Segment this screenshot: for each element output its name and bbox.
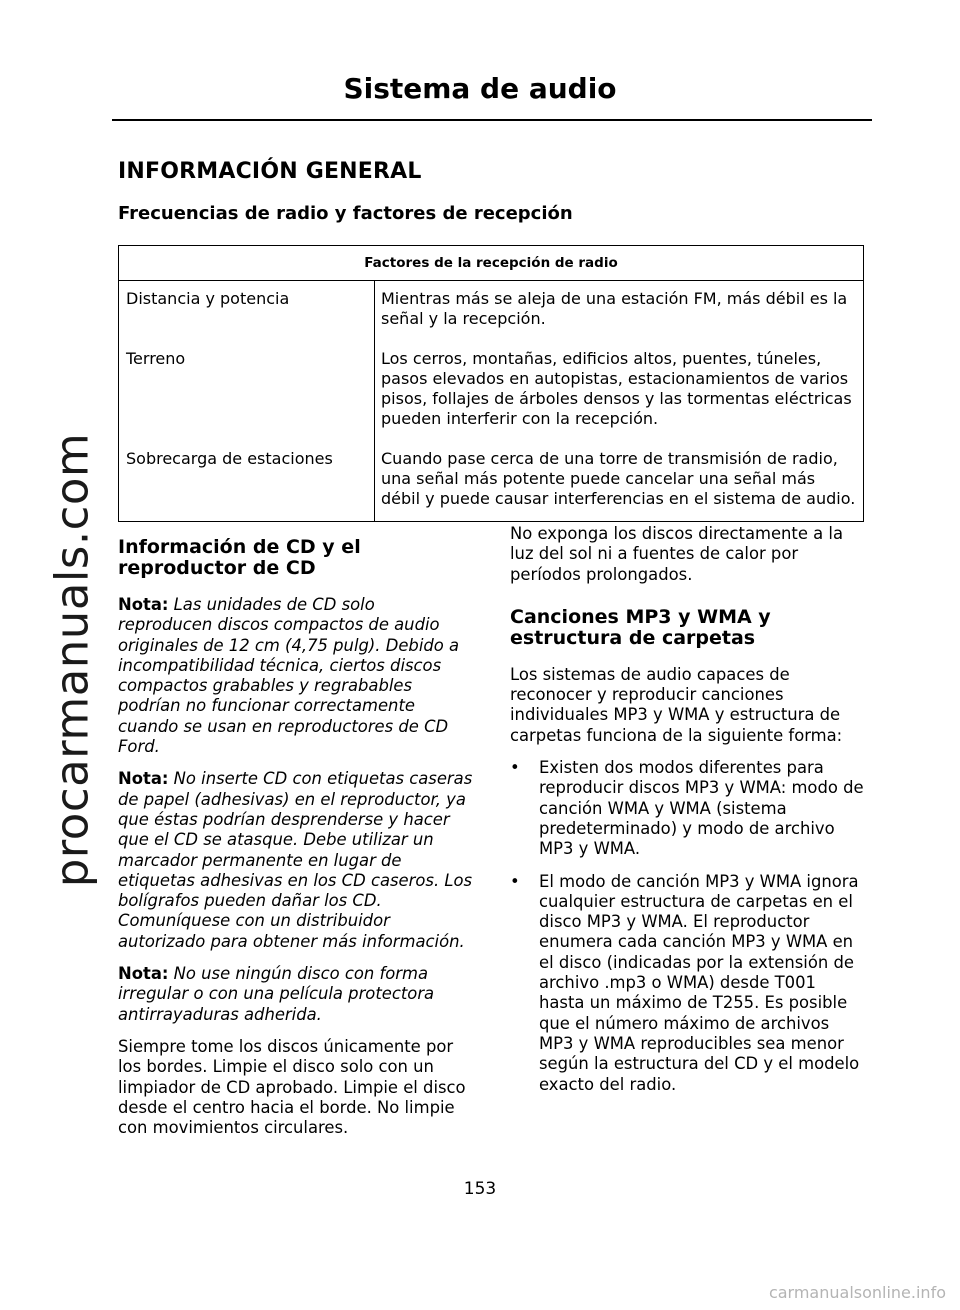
list-item-text: El modo de canción MP3 y WMA ignora cualquier estructura de carpetas en el disco MP3 y WMA. El reproductor enumera cada canción MP3 y WMA en el disco (indicadas por la extensión de archivo .mp3 o WMA) desde T001 hasta un máximo de T255. Es posible que el número máximo de archivos MP3 y WMA reproducibles sea menor según la estructura del CD y el modelo exacto del radio. [539, 871, 860, 1094]
note-text: Las unidades de CD solo reproducen discos compactos de audio originales de 12 cm (4,75 pulg). Debido a incompatibilidad técnica, ciertos discos compactos grabables y regrabables podrían no funcionar correctamente cuando se usan en reproductores de CD Ford. [118, 595, 460, 757]
list-item [510, 758, 866, 859]
subsection-title: Frecuencias de radio y factores de recepción [118, 203, 573, 224]
bullet-list [510, 758, 866, 1095]
note-paragraph [118, 595, 474, 757]
table-header-row [119, 246, 864, 281]
page-header-title: Sistema de audio [343, 72, 617, 105]
left-column [118, 537, 474, 1150]
table-row [119, 441, 864, 522]
body-paragraph: No exponga los discos directamente a la luz del sol ni a fuentes de calor por períodos prolongados. [510, 524, 844, 584]
note-label: Nota: [118, 595, 169, 614]
table-cell-description: Cuando pase cerca de una torre de transmisión de radio, una señal más potente puede cancelar una señal más débil y puede causar interferencias en el sistema de audio. [375, 441, 864, 522]
table-cell-description: Los cerros, montañas, edificios altos, puentes, túneles, pasos elevados en autopistas, estacionamientos de varios pisos, follajes de árboles densos y las tormentas eléctricas pueden interferir con la recepción. [375, 341, 864, 441]
page-number: 153 [463, 1179, 497, 1199]
watermark-text: procarmanuals.com [45, 432, 99, 888]
note-text: No inserte CD con etiquetas caseras de papel (adhesivas) en el reproductor, ya que éstas podrían desprenderse y hacer que el CD se atasque. Debe utilizar un marcador permanente en lugar de etiquetas adhesivas en los CD caseros. Los bolígrafos pueden dañar los CD. Comuníquese con un distribuidor autorizado para obtener más información. [118, 769, 473, 951]
list-item [510, 872, 866, 1095]
cd-info-heading: Información de CD y el reproductor de CD [118, 536, 361, 579]
reception-factors-table [118, 245, 864, 522]
note-label: Nota: [118, 964, 169, 984]
table-cell-factor: Distancia y potencia [119, 281, 375, 342]
table-cell-factor: Sobrecarga de estaciones [119, 441, 375, 522]
section-title: INFORMACIÓN GENERAL [118, 159, 422, 184]
body-paragraph: Siempre tome los discos únicamente por los bordes. Limpie el disco solo con un limpiador de CD aprobado. Limpie el disco desde el centro hacia el borde. No limpie con movimientos circulares. [118, 1036, 466, 1138]
table-row [119, 341, 864, 441]
footer-site-mark: carmanualsonline.info [768, 1283, 946, 1302]
table-header: Factores de la recepción de radio [119, 246, 864, 281]
body-paragraph: Los sistemas de audio capaces de reconocer y reproducir canciones individuales MP3 y WMA y estructura de carpetas funciona de la siguiente forma: [510, 664, 843, 745]
table-cell-description: Mientras más se aleja de una estación FM, más débil es la señal y la recepción. [375, 281, 864, 342]
table-row [119, 281, 864, 342]
list-item-text: Existen dos modos diferentes para reproducir discos MP3 y WMA: modo de canción WMA y WMA (sistema predeterminado) y modo de archivo MP3 y WMA. [539, 758, 864, 859]
note-text: No use ningún disco con forma irregular o con una película protectora antirrayaduras adherida. [118, 964, 435, 1024]
note-paragraph [118, 769, 474, 952]
note-paragraph [118, 964, 474, 1025]
header-divider [112, 119, 872, 121]
bullet-icon: • [510, 871, 520, 891]
right-column [510, 524, 866, 1107]
table-cell-factor: Terreno [119, 341, 375, 441]
note-label: Nota: [118, 769, 169, 789]
bullet-icon: • [510, 758, 520, 778]
mp3-wma-heading: Canciones MP3 y WMA y estructura de carpetas [510, 605, 771, 649]
